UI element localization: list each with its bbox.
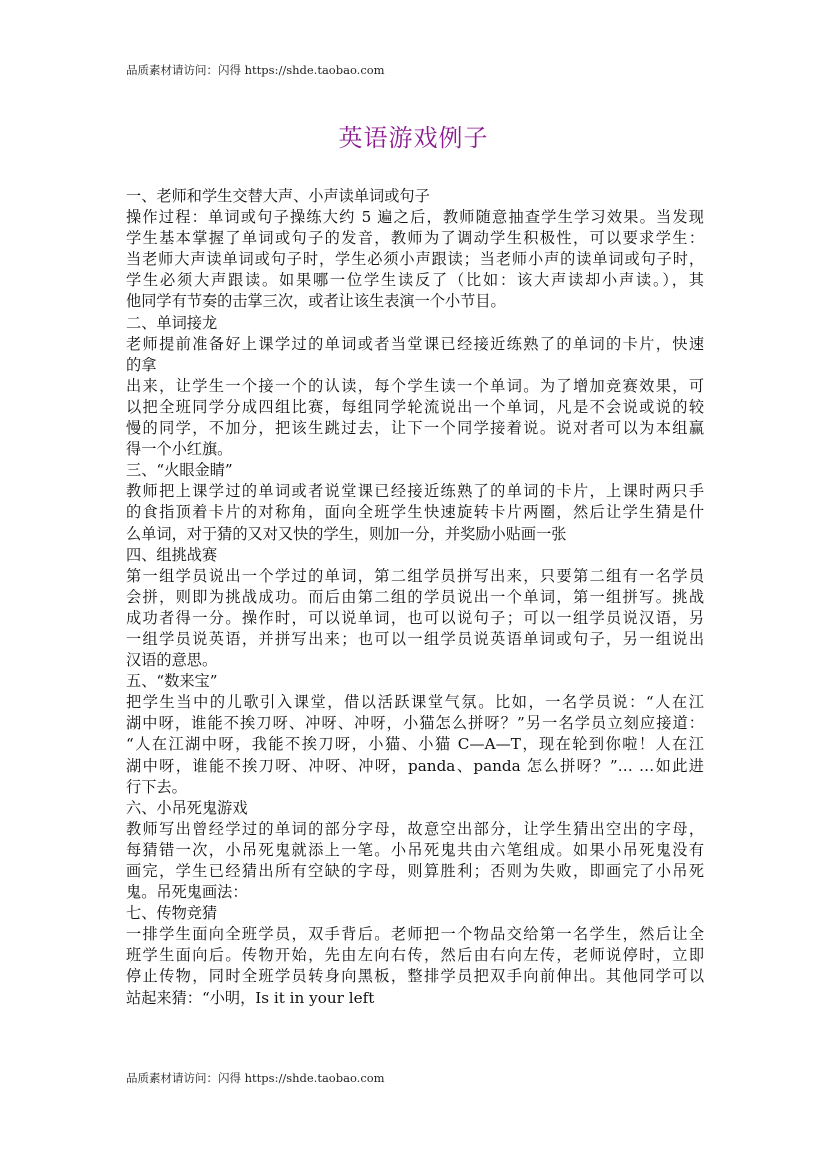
text-line: 汉语的意思。 — [126, 651, 218, 670]
page-footer: 品质素材请访问：闪得 https://shde.taobao.com — [126, 1071, 385, 1085]
text-line: 把学生当中的儿歌引入课堂，借以活跃课堂气氛。比如，一名学员说：“人在江 — [126, 693, 704, 712]
text-line: 学生基本掌握了单词或句子的发音，教师为了调动学生积极性，可以要求学生： — [126, 229, 704, 248]
text-line: 他同学有节奏的击掌三次，或者让该生表演一个小节目。 — [126, 292, 506, 311]
text-line: 三、“火眼金睛” — [126, 461, 233, 480]
text-line: 以把全班同学分成四组比赛，每组同学轮流说出一个单词，凡是不会说或说的较 — [126, 397, 704, 416]
text-line: 第一组学员说出一个学过的单词，第二组学员拼写出来，只要第二组有一名学员 — [126, 566, 704, 585]
text-line: 一组学员说英语，并拼写出来；也可以一组学员说英语单词或句子，另一组说出 — [126, 629, 704, 648]
text-line: 行下去。 — [126, 777, 187, 796]
document-body — [126, 186, 704, 1009]
text-line: 一排学生面向全班学员，双手背后。老师把一个物品交给第一名学生，然后让全 — [126, 925, 704, 944]
text-line: 的食指顶着卡片的对称角，面向全班学生快速旋转卡片两圈，然后让学生猜是什 — [126, 503, 704, 522]
text-line: 湖中呀，谁能不挨刀呀、冲呀、冲呀，小猫怎么拼呀？”另一名学员立刻应接道： — [126, 714, 704, 733]
text-line: 班学生面向后。传物开始，先由左向右传，然后由右向左传，老师说停时，立即 — [126, 946, 704, 965]
text-line: 湖中呀，谁能不挨刀呀、冲呀、冲呀，panda、panda 怎么拼呀？”… …如此进 — [126, 756, 704, 775]
text-line: 成功者得一分。操作时，可以说单词，也可以说句子；可以一组学员说汉语，另 — [126, 608, 704, 627]
text-line: 慢的同学，不加分，把该生跳过去，让下一个同学接着说。说对者可以为本组赢 — [126, 419, 704, 438]
text-line: 教师写出曾经学过的单词的部分字母，故意空出部分，让学生猜出空出的字母， — [126, 819, 704, 838]
text-line: 五、“数来宝” — [126, 672, 218, 691]
text-line: 二、单词接龙 — [126, 313, 218, 332]
text-line: 四、组挑战赛 — [126, 545, 218, 564]
text-line: 七、传物竞猜 — [126, 904, 218, 923]
text-line: 每猜错一次，小吊死鬼就添上一笔。小吊死鬼共由六笔组成。如果小吊死鬼没有 — [126, 840, 704, 859]
text-line: 得一个小红旗。 — [126, 440, 233, 459]
text-line: 老师提前准备好上课学过的单词或者当堂课已经接近练熟了的单词的卡片，快速 — [126, 334, 704, 353]
text-line: 出来，让学生一个接一个的认读，每个学生读一个单词。为了增加竞赛效果，可 — [126, 376, 704, 395]
text-line: 学生必须大声跟读。如果哪一位学生读反了（比如：该大声读却小声读。），其 — [126, 271, 704, 290]
text-line: 会拼，则即为挑战成功。而后由第二组的学员说出一个单词，第一组拼写。挑战 — [126, 587, 704, 606]
page-header: 品质素材请访问：闪得 https://shde.taobao.com — [126, 63, 385, 77]
text-line: 画完，学生已经猜出所有空缺的字母，则算胜利；否则为失败，即画完了小吊死 — [126, 862, 704, 880]
text-line: 的拿 — [126, 355, 157, 374]
text-line: 一、老师和学生交替大声、小声读单词或句子 — [126, 187, 430, 205]
text-line: 操作过程：单词或句子操练大约 5 遍之后，教师随意抽查学生学习效果。当发现 — [126, 208, 704, 227]
text-line: 鬼。吊死鬼画法： — [126, 883, 248, 902]
text-line: 教师把上课学过的单词或者说堂课已经接近练熟了的单词的卡片，上课时两只手 — [126, 482, 704, 501]
text-line: “人在江湖中呀，我能不挨刀呀，小猫、小猫 C—A—T，现在轮到你啦！人在江 — [126, 735, 704, 754]
text-line: 么单词，对于猜的又对又快的学生，则加一分，并奖励小贴画一张 — [126, 524, 567, 543]
text-line: 停止传物，同时全班学员转身向黑板，整排学员把双手向前伸出。其他同学可以 — [126, 967, 704, 986]
text-line: 当老师大声读单词或句子时，学生必须小声跟读；当老师小声的读单词或句子时， — [126, 250, 704, 269]
text-line: 六、小吊死鬼游戏 — [126, 798, 248, 817]
text-line: 站起来猜：“小明，Is it in your left — [126, 988, 375, 1007]
document-title: 英语游戏例子 — [338, 124, 489, 152]
